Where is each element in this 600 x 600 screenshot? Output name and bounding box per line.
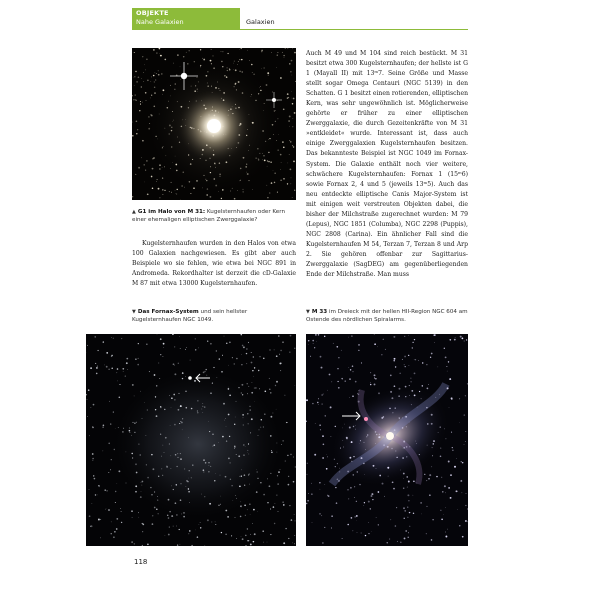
fornax-caption-title: Das Fornax-System — [137, 309, 199, 315]
paragraph-left: Kugelsternhaufen wurden in den Halos von etwa 100 Galaxien nachgewiesen. Es gibt aber auch Beispiele wo sie fehlen, wie etwa bei NGC 891 in Andromeda. Rekordhalter ist derzeit die cD-Galaxie M 87 mit etwa 13000 Kugelsternhaufen. — [132, 240, 296, 287]
m33-caption-title: M 33 — [311, 309, 328, 315]
body-text-right — [306, 49, 468, 280]
page-number: 118 — [134, 558, 148, 566]
g1-cluster-photo — [132, 48, 296, 200]
caption-marker-icon: ▲ — [132, 209, 136, 215]
m33-galaxy-photo — [306, 334, 468, 546]
g1-caption-text: Kugelsternhaufen oder Kern einer ehemaligen elliptischen Zwerggalaxie? — [132, 209, 285, 223]
g1-caption-title: G1 im Halo von M 31: — [137, 209, 206, 215]
fornax-caption-text: und sein hellster Kugelsternhaufen NGC 1049. — [132, 309, 248, 323]
g1-caption — [132, 209, 296, 224]
fornax-caption — [132, 309, 296, 324]
caption-marker-icon: ▼ — [132, 309, 136, 315]
caption-marker-icon: ▼ — [306, 309, 310, 315]
m33-caption-text: im Dreieck mit der hellen HII-Region NGC 604 am Ostende des nördlichen Spiralarms. — [306, 309, 468, 323]
body-text-left — [132, 239, 296, 289]
section-label: OBJEKTE — [136, 9, 169, 17]
subsection-label: Nahe Galaxien — [136, 18, 184, 26]
running-title: Galaxien — [246, 18, 275, 26]
header-rule — [240, 29, 468, 30]
m33-caption — [306, 309, 468, 324]
fornax-system-photo — [86, 334, 296, 546]
paragraph-right: Auch M 49 und M 104 sind reich bestückt. M 31 besitzt etwa 300 Kugelsternhaufen; der hellste ist G 1 (Mayall II) mit 13ᵐ7. Seine Größe und Masse stellt sogar Omega Centauri (NGC 5139) in den Schatten. G 1 besitzt einen rotierenden, elliptischen Kern, was sehr ungewöhnlich ist. Möglicherweise gehörte er früher zu einer elliptischen Zwerggalaxie, die durch Gezeitenkräfte von M 31 »entkleidet« wurde. Interessant ist, dass auch einige Zwerggalaxien Kugelsternhaufen besitzen. Das bekannteste Beispiel ist NGC 1049 im Fornax-System. Die Galaxie enthält noch vier weitere, schwächere Kugelsternhaufen: Fornax 1 (15ᵐ6) sowie Fornax 2, 4 und 5 (jeweils 13ᵐ5). Auch das neu entdeckte elliptische Canis Major-System ist mit einigen weit verstreuten Objekten dabei, die bisher der Milchstraße zugerechnet wurden: M 79 (Lepus), NGC 1851 (Columba), NGC 2298 (Puppis), NGC 2808 (Carina). Ein ähnlicher Fall sind die Kugelsternhaufen M 54, Terzan 7, Terzan 8 und Arp 2. Sie gehören offenbar zur Sagittarius-Zwerggalaxie (SagDEG) am gegenüberliegenden Ende der Milchstraße. Man muss — [306, 50, 468, 279]
